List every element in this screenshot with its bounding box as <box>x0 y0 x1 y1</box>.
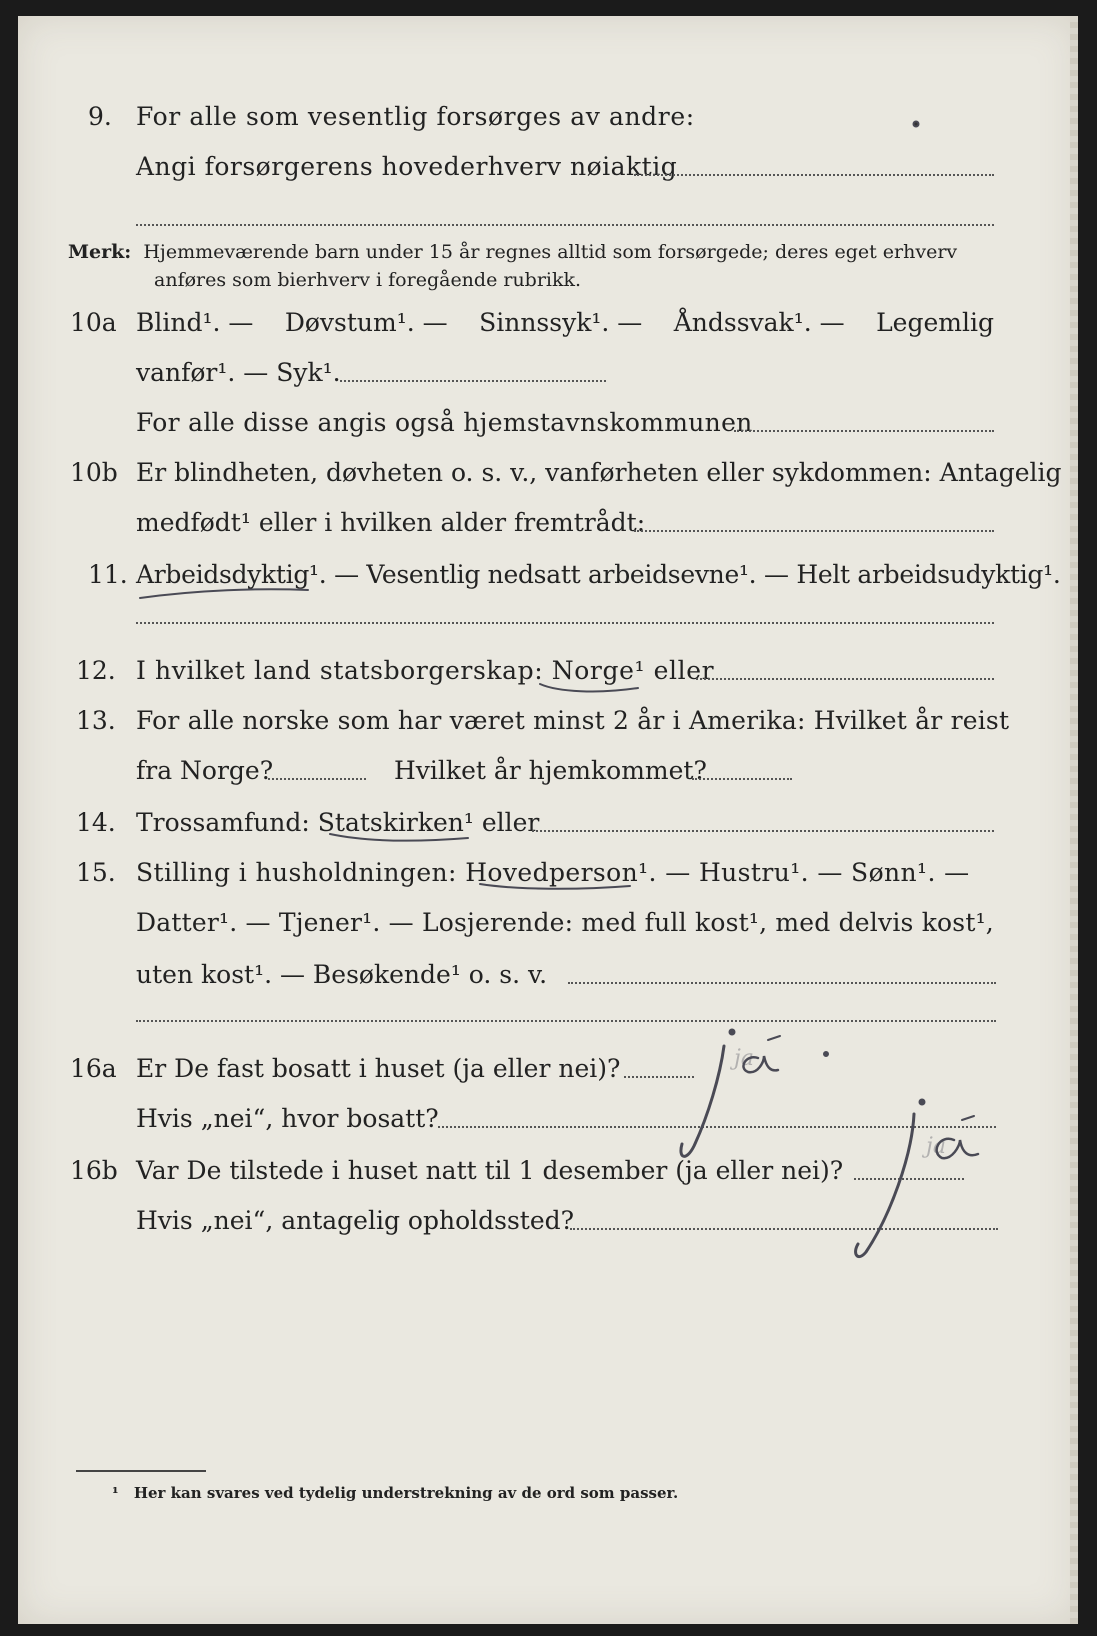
q16a-line2: Hvis „nei“, hvor bosatt? <box>136 1104 439 1133</box>
q13-reist-answer-line[interactable] <box>268 778 366 780</box>
q16b-opholdssted-answer-line[interactable] <box>570 1228 998 1230</box>
q14-number: 14. <box>76 808 116 837</box>
q10a-line3: For alle disse angis også hjemstavnskommunen <box>136 408 753 437</box>
q10a-item: Åndssvak¹. — <box>673 308 845 337</box>
q16b-line1: Var De tilstede i huset natt til 1 desember (ja eller nei)? <box>136 1156 844 1185</box>
q13-line1: For alle norske som har været minst 2 år i Amerika: Hvilket år reist <box>136 706 1010 735</box>
census-form-page <box>18 16 1078 1624</box>
q16a-bosatt-answer-line[interactable] <box>438 1126 996 1128</box>
q16b-line2: Hvis „nei“, antagelig opholdssted? <box>136 1206 575 1235</box>
q14-line1: Trossamfund: Statskirken¹ eller <box>136 808 540 837</box>
q10a-item: Døvstum¹. — <box>284 308 448 337</box>
q13-hjemkommet-answer-line[interactable] <box>692 778 792 780</box>
answer-16b-text: ja <box>926 1134 946 1159</box>
ja-16a-j-stroke <box>681 1046 724 1156</box>
q9-answer-line-2[interactable] <box>136 224 994 226</box>
q12-answer-line[interactable] <box>696 678 994 680</box>
q13-line2a: fra Norge? <box>136 756 274 785</box>
underline-arbeidsdyktig <box>140 589 308 598</box>
footnote-mark: ¹ <box>112 1484 119 1502</box>
q9-number: 9. <box>88 102 112 131</box>
perforated-edge <box>1070 16 1078 1624</box>
q12-number: 12. <box>76 656 116 685</box>
merk-line2: anføres som bierhverv i foregående rubrikk. <box>154 269 582 291</box>
q10b-number: 10b <box>70 458 118 487</box>
q10a-hjemstavn-answer-line[interactable] <box>734 430 994 432</box>
q11-answer-line[interactable] <box>136 622 994 624</box>
q10a-item: Sinnssyk¹. — <box>479 308 643 337</box>
q9-line1: For alle som vesentlig forsørges av andre: <box>136 102 695 131</box>
q13-number: 13. <box>76 706 116 735</box>
q9-line2: Angi forsørgerens hovederhverv nøiaktig <box>136 152 678 181</box>
q15-answer-line-2[interactable] <box>136 1020 996 1022</box>
merk-label: Merk: <box>68 241 132 263</box>
merk-note <box>68 238 957 266</box>
ink-dot <box>914 122 919 127</box>
q10a-number: 10a <box>70 308 117 337</box>
q16a-answer-line[interactable] <box>624 1076 694 1078</box>
q10b-line2: medfødt¹ eller i hvilken alder fremtrådt: <box>136 508 646 537</box>
merk-line1: Hjemmeværende barn under 15 år regnes alltid som forsørgede; deres eget erhverv <box>143 241 958 263</box>
q15-number: 15. <box>76 858 116 887</box>
ja-16b-j-stroke <box>856 1114 914 1257</box>
answer-16a-text: ja <box>734 1046 754 1071</box>
q15-answer-line[interactable] <box>568 982 996 984</box>
q13-line2b: Hvilket år hjemkommet? <box>394 756 707 785</box>
q16b-number: 16b <box>70 1156 118 1185</box>
q15-line3: uten kost¹. — Besøkende¹ o. s. v. <box>136 960 548 989</box>
footnote-text: Her kan svares ved tydelig understrekning av de ord som passer. <box>133 1484 679 1502</box>
footnote-rule <box>76 1470 206 1472</box>
q10b-line1: Er blindheten, døvheten o. s. v., vanførheten eller sykdommen: Antagelig <box>136 458 1062 487</box>
q10a-line1 <box>136 308 994 338</box>
footnote <box>112 1484 678 1502</box>
q16a-line1: Er De fast bosatt i huset (ja eller nei)? <box>136 1054 621 1083</box>
q10b-answer-line[interactable] <box>634 530 994 532</box>
q9-answer-line[interactable] <box>634 174 994 176</box>
q14-answer-line[interactable] <box>532 830 994 832</box>
q12-line1: I hvilket land statsborgerskap: Norge¹ eller <box>136 656 715 685</box>
q10a-line2: vanfør¹. — Syk¹. <box>136 358 341 387</box>
q16a-number: 16a <box>70 1054 117 1083</box>
q10a-item: Legemlig <box>876 308 994 337</box>
q10a-item: Blind¹. — <box>136 308 254 337</box>
q10a-syk-answer-line[interactable] <box>340 380 606 382</box>
q11-number: 11. <box>88 560 128 589</box>
q15-line2: Datter¹. — Tjener¹. — Losjerende: med full kost¹, med delvis kost¹, <box>136 908 994 937</box>
q11-line1: Arbeidsdyktig¹. — Vesentlig nedsatt arbeidsevne¹. — Helt arbeidsudyktig¹. <box>136 560 1061 589</box>
q15-line1: Stilling i husholdningen: Hovedperson¹. — Hustru¹. — Sønn¹. — <box>136 858 970 887</box>
q16b-answer-line[interactable] <box>854 1178 964 1180</box>
